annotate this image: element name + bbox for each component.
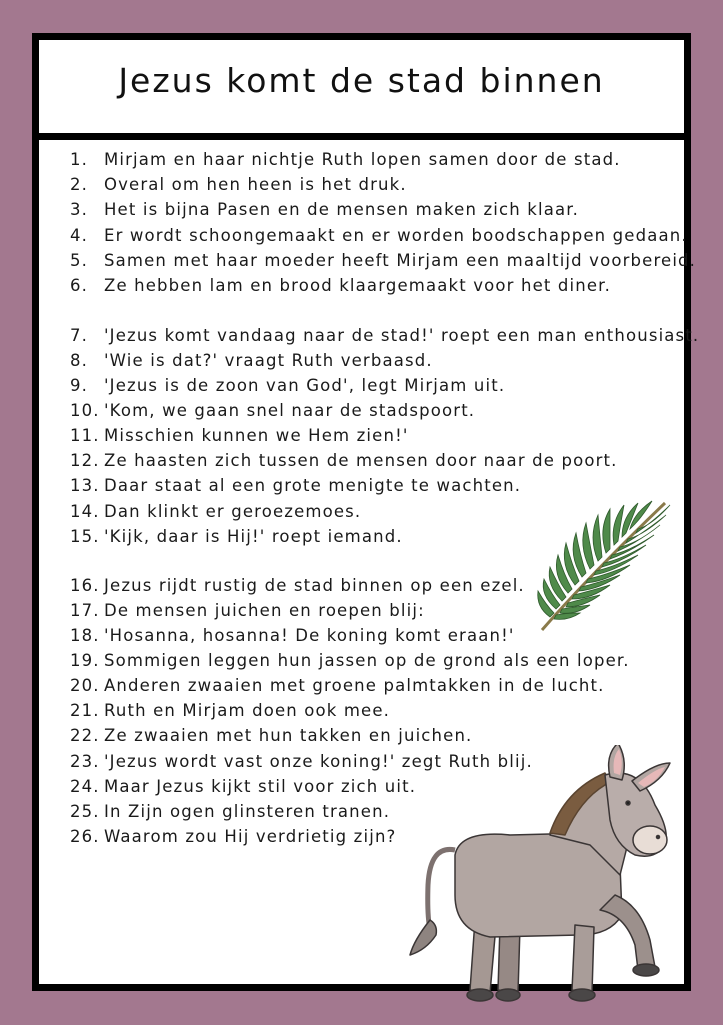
line-number: 23. [70, 752, 100, 771]
line-text: 'Kom, we gaan snel naar de stadspoort. [104, 401, 476, 420]
line-number: 8. [70, 351, 89, 370]
line-text: 'Kijk, daar is Hij!' roept iemand. [104, 527, 403, 546]
line-number: 6. [70, 276, 89, 295]
line-number: 19. [70, 651, 100, 670]
line-text: Maar Jezus kijkt stil voor zich uit. [104, 777, 417, 796]
line-number: 1. [70, 150, 89, 169]
line-text: Het is bijna Pasen en de mensen maken zich klaar. [104, 200, 580, 219]
line-text: Anderen zwaaien met groene palmtakken in de lucht. [104, 676, 605, 695]
line-number: 24. [70, 777, 100, 796]
line-number: 26. [70, 827, 100, 846]
line-text: Overal om hen heen is het druk. [104, 175, 407, 194]
line-number: 3. [70, 200, 89, 219]
line-number: 17. [70, 601, 100, 620]
line-text: De mensen juichen en roepen blij: [104, 601, 425, 620]
line-number: 12. [70, 451, 100, 470]
title-panel [39, 40, 684, 133]
line-text: 'Hosanna, hosanna! De koning komt eraan!' [104, 626, 515, 645]
line-number: 22. [70, 726, 100, 745]
line-text: In Zijn ogen glinsteren tranen. [104, 802, 391, 821]
line-text: Mirjam en haar nichtje Ruth lopen samen door de stad. [104, 150, 621, 169]
line-number: 5. [70, 251, 89, 270]
line-text: Jezus rijdt rustig de stad binnen op een ezel. [104, 576, 525, 595]
line-number: 10. [70, 401, 100, 420]
line-number: 16. [70, 576, 100, 595]
line-number: 25. [70, 802, 100, 821]
line-text: Misschien kunnen we Hem zien!' [104, 426, 409, 445]
line-number: 21. [70, 701, 100, 720]
line-text: Waarom zou Hij verdrietig zijn? [104, 827, 397, 846]
line-text: Ze haasten zich tussen de mensen door naar de poort. [104, 451, 618, 470]
line-text: 'Jezus komt vandaag naar de stad!' roept een man enthousiast. [104, 326, 700, 345]
page-title: Jezus komt de stad binnen [118, 61, 605, 100]
line-number: 13. [70, 476, 100, 495]
line-text: Sommigen leggen hun jassen op de grond als een loper. [104, 651, 630, 670]
line-text: 'Wie is dat?' vraagt Ruth verbaasd. [104, 351, 433, 370]
palm-branch-icon [530, 495, 675, 635]
line-number: 9. [70, 376, 89, 395]
line-text: Daar staat al een grote menigte te wachten. [104, 476, 522, 495]
line-text: Samen met haar moeder heeft Mirjam een maaltijd voorbereid. [104, 251, 697, 270]
line-number: 4. [70, 226, 89, 245]
line-number: 15. [70, 527, 100, 546]
line-number: 20. [70, 676, 100, 695]
line-text: Ze zwaaien met hun takken en juichen. [104, 726, 473, 745]
line-number: 7. [70, 326, 89, 345]
line-text: Ze hebben lam en brood klaargemaakt voor het diner. [104, 276, 611, 295]
line-number: 18. [70, 626, 100, 645]
line-number: 2. [70, 175, 89, 194]
line-text: 'Jezus wordt vast onze koning!' zegt Ruth blij. [104, 752, 533, 771]
line-text: 'Jezus is de zoon van God', legt Mirjam uit. [104, 376, 506, 395]
donkey-icon [400, 745, 700, 1025]
line-number: 11. [70, 426, 100, 445]
line-text: Er wordt schoongemaakt en er worden boodschappen gedaan. [104, 226, 688, 245]
line-text: Dan klinkt er geroezemoes. [104, 502, 362, 521]
line-text: Ruth en Mirjam doen ook mee. [104, 701, 391, 720]
line-number: 14. [70, 502, 100, 521]
